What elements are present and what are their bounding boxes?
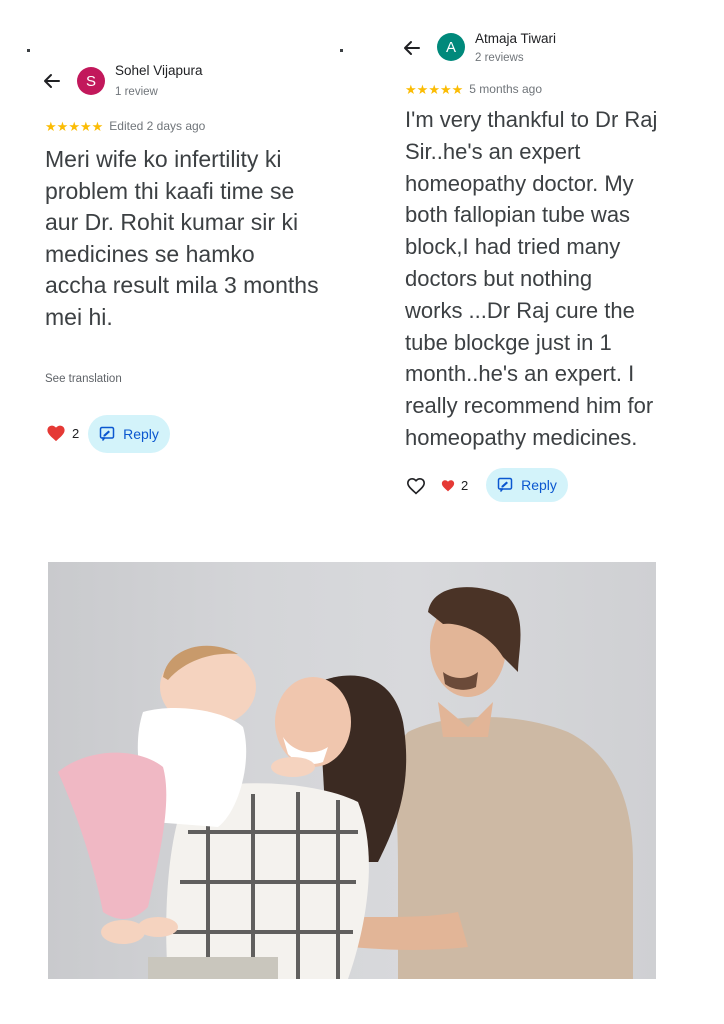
review-text-line: problem thi kaafi time se	[45, 177, 295, 204]
avatar-letter: A	[445, 38, 456, 56]
review-text-line: mei hi.	[45, 303, 113, 330]
star-icon: ★	[405, 81, 417, 97]
star-icon: ★	[416, 81, 429, 97]
heart-outline-icon[interactable]	[406, 477, 426, 495]
review-text-line: both fallopian tube was	[405, 202, 631, 228]
avatar-letter: S	[85, 72, 96, 90]
star-rating	[45, 120, 103, 133]
like-button[interactable]	[46, 424, 79, 442]
star-icon: ★	[439, 81, 452, 97]
star-icon: ★	[56, 118, 69, 134]
heart-icon	[46, 424, 66, 442]
star-icon: ★	[45, 118, 57, 134]
review-text-line: medicines se hamko	[45, 240, 255, 267]
review-card-left	[0, 0, 360, 470]
review-text	[45, 144, 355, 334]
like-count: 2	[461, 478, 469, 493]
reply-button[interactable]	[88, 415, 170, 453]
star-icon: ★	[91, 118, 104, 134]
like-count-group[interactable]	[441, 478, 468, 493]
review-text-line: accha result mila 3 months	[45, 272, 319, 299]
review-text-line: block,I had tried many	[405, 234, 621, 260]
review-card-right	[362, 0, 724, 520]
back-arrow-icon[interactable]	[402, 38, 422, 58]
reply-button[interactable]	[486, 468, 568, 502]
review-text-line: homeopathy medicines.	[405, 424, 638, 450]
review-text-line: aur Dr. Rohit kumar sir ki	[45, 209, 299, 236]
family-illustration	[48, 562, 656, 979]
review-text-line: I'm very thankful to Dr Raj	[405, 107, 658, 132]
reply-icon	[99, 426, 115, 442]
rating-row	[45, 119, 205, 133]
reply-label: Reply	[521, 477, 557, 493]
avatar[interactable]	[437, 33, 465, 61]
review-date: 5 months ago	[469, 82, 542, 96]
avatar[interactable]	[77, 67, 105, 95]
review-text-line: works ...Dr Raj cure the	[405, 297, 635, 323]
review-text-line: month..he's an expert. I	[405, 361, 635, 387]
star-icon: ★	[451, 81, 464, 97]
reply-icon	[497, 477, 513, 493]
review-date: Edited 2 days ago	[109, 119, 206, 133]
review-text-line: homeopathy doctor. My	[405, 170, 634, 196]
family-photo	[48, 562, 656, 979]
rating-row	[405, 82, 542, 96]
author-review-count: 1 review	[115, 86, 158, 98]
heart-icon	[441, 479, 455, 492]
review-text-line: really recommend him for	[405, 393, 654, 419]
review-text-line: Sir..he's an expert	[405, 138, 581, 164]
see-translation-link[interactable]: See translation	[45, 373, 122, 385]
back-arrow-icon[interactable]	[42, 71, 62, 91]
review-text-line: doctors but nothing	[405, 265, 593, 291]
star-rating	[405, 83, 463, 96]
star-icon: ★	[428, 81, 440, 97]
reply-label: Reply	[123, 426, 159, 442]
review-text-line: tube blockge just in 1	[405, 329, 612, 355]
like-count: 2	[72, 425, 80, 441]
author-name[interactable]: Sohel Vijapura	[115, 63, 203, 78]
star-icon: ★	[68, 118, 80, 134]
review-text	[405, 104, 721, 454]
author-review-count: 2 reviews	[475, 52, 524, 64]
star-icon: ★	[79, 118, 92, 134]
author-name[interactable]: Atmaja Tiwari	[475, 31, 557, 46]
review-text-line: Meri wife ko infertility ki	[45, 146, 282, 172]
